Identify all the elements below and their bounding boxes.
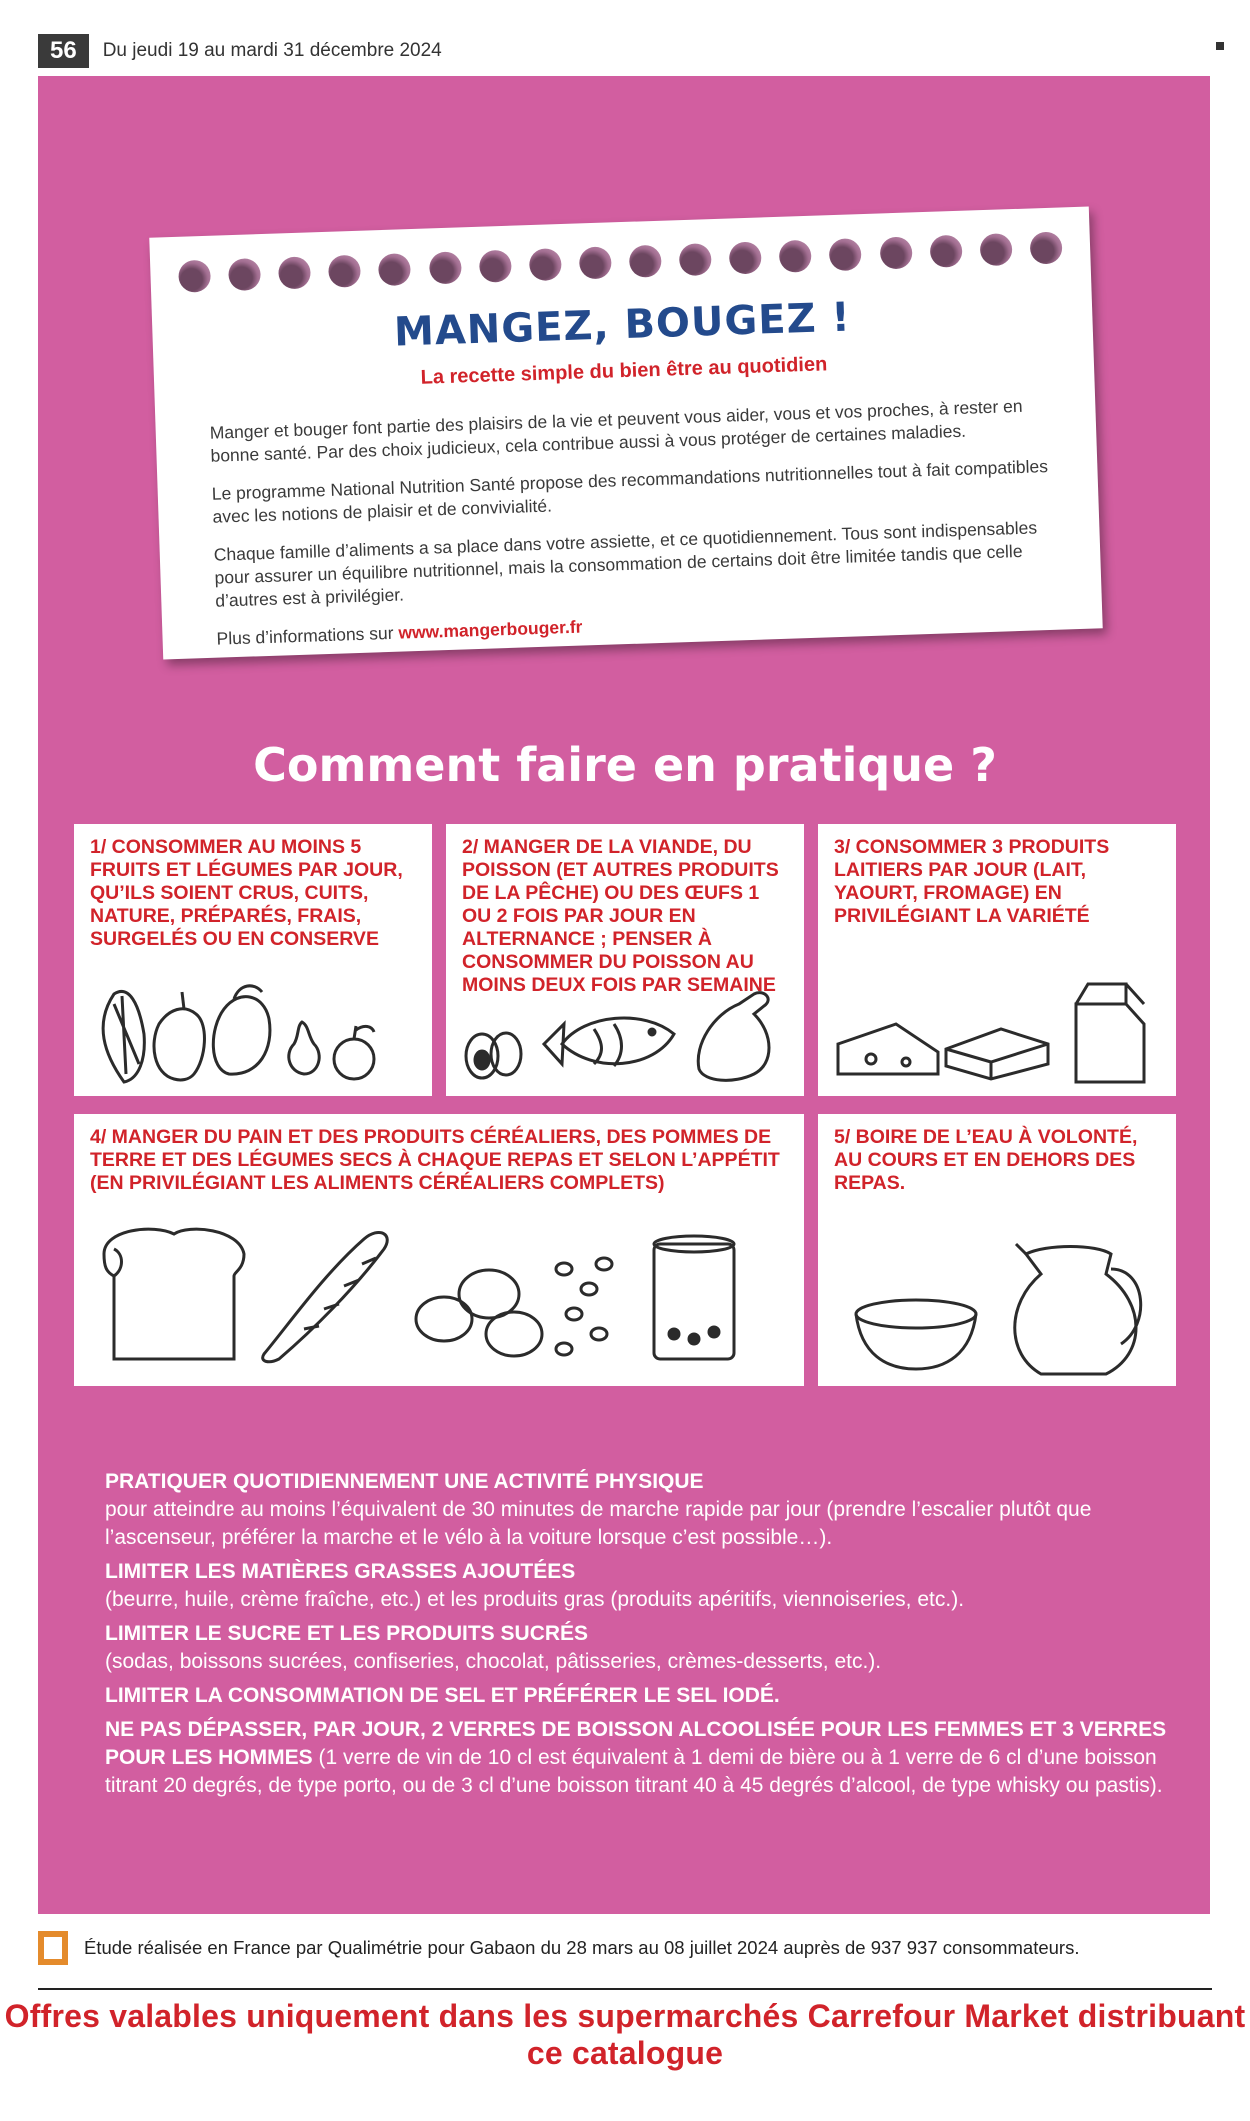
card-dairy bbox=[818, 824, 1176, 1096]
note-paragraph: Manger et bouger font partie des plaisirs de la vie et peuvent vous aider, vous et vos proches, à rester en bonne santé. Par des choix judicieux, cela contribue aussi à vous protéger de certaines maladies. bbox=[209, 395, 1023, 466]
tip-item bbox=[105, 1716, 1185, 1800]
tip-body: (1 verre de vin de 10 cl est équivalent à 1 demi de bière ou à 1 verre de 6 cl d’une boisson titrant 20 degrés, de type porto, ou de 3 cl d’une boisson titrant 40 à 45 degrés d’alcool, de type whisky ou pastis). bbox=[105, 1746, 1163, 1797]
notepad-holes bbox=[178, 231, 1063, 292]
hole-icon bbox=[579, 246, 612, 279]
date-range: Du jeudi 19 au mardi 31 décembre 2024 bbox=[102, 40, 442, 61]
hole-icon bbox=[529, 248, 562, 281]
hole-icon bbox=[1029, 231, 1062, 264]
study-note bbox=[38, 1930, 1080, 1966]
tip-body: (sodas, boissons sucrées, confiseries, chocolat, pâtisseries, crèmes-desserts, etc.). bbox=[105, 1650, 882, 1673]
note-subtitle: La recette simple du bien être au quotidien bbox=[420, 353, 828, 389]
more-info-label: Plus d’informations sur bbox=[216, 622, 394, 649]
mangerbouger-link[interactable]: www.mangerbouger.fr bbox=[398, 616, 583, 643]
note-title: MANGEZ, BOUGEZ ! bbox=[393, 294, 852, 356]
tip-body: (beurre, huile, crème fraîche, etc.) et les produits gras (produits apéritifs, viennoiseries, etc.). bbox=[105, 1588, 965, 1611]
tip-item bbox=[105, 1682, 1185, 1710]
section-title: Comment faire en pratique ? bbox=[253, 738, 997, 792]
tips-list bbox=[105, 1468, 1185, 1806]
hole-icon bbox=[729, 241, 762, 274]
hole-icon bbox=[378, 253, 411, 286]
tip-title: LIMITER LE SUCRE ET LES PRODUITS SUCRÉS bbox=[105, 1622, 589, 1645]
hole-icon bbox=[328, 255, 361, 288]
hole-icon bbox=[178, 260, 211, 293]
hole-icon bbox=[228, 258, 261, 291]
tip-body: pour atteindre au moins l’équivalent de 30 minutes de marche rapide par jour (prendre l’escalier plutôt que l’ascenseur, préférer la marche et le vélo à la voiture lorsque c’est possible…). bbox=[105, 1498, 1092, 1549]
tip-title: LIMITER LA CONSOMMATION DE SEL ET PRÉFÉRER LE SEL IODÉ. bbox=[105, 1684, 780, 1707]
hole-icon bbox=[929, 235, 962, 268]
card-text: 2/ MANGER DE LA VIANDE, DU POISSON (ET AUTRES PRODUITS DE LA PÊCHE) OU DES ŒUFS 1 OU 2 FOIS PAR JOUR EN ALTERNANCE ; PENSER À CONSOMMER DU POISSON AU MOINS DEUX FOIS PAR SEMAINE bbox=[462, 836, 779, 996]
vegetables-icon bbox=[84, 964, 424, 1089]
tip-item bbox=[105, 1468, 1185, 1552]
card-fruits-vegetables bbox=[74, 824, 432, 1096]
fish-meat-eggs-icon bbox=[454, 974, 799, 1089]
hole-icon bbox=[979, 233, 1012, 266]
offers-disclaimer: Offres valables uniquement dans les supermarchés Carrefour Market distribuant ce catalogue bbox=[4, 1998, 1246, 2071]
note-body bbox=[209, 394, 1063, 666]
tip-title: LIMITER LES MATIÈRES GRASSES AJOUTÉES bbox=[105, 1560, 576, 1583]
note-paragraph: Chaque famille d’aliments a sa place dans votre assiette, et ce quotidiennement. Tous sont indispensables pour assurer un équilibre nutritionnel, mais la consommation de certains doit être limitée tandis que celle d’autres est à privilégier. bbox=[213, 517, 1038, 611]
dairy-icon bbox=[826, 954, 1171, 1089]
notepad-card bbox=[149, 207, 1102, 660]
tip-title: NE PAS DÉPASSER, PAR JOUR, 2 VERRES DE BOISSON ALCOOLISÉE POUR LES FEMMES ET 3 VERRES POUR LES HOMMES bbox=[105, 1718, 1167, 1769]
hole-icon bbox=[779, 240, 812, 273]
card-water bbox=[818, 1114, 1176, 1386]
hole-icon bbox=[428, 251, 461, 284]
hole-icon bbox=[679, 243, 712, 276]
card-text: 5/ BOIRE DE L’EAU À VOLONTÉ, AU COURS ET EN DEHORS DES REPAS. bbox=[834, 1126, 1138, 1194]
note-paragraph: Le programme National Nutrition Santé propose des recommandations nutritionnelles tout à fait compatibles avec les notions de plaisir et de convivialité. bbox=[211, 456, 1049, 527]
bread-potatoes-legumes-icon bbox=[94, 1214, 794, 1374]
divider bbox=[38, 1988, 1212, 1990]
tip-item bbox=[105, 1620, 1185, 1676]
bowl-jug-icon bbox=[826, 1214, 1171, 1379]
card-bread-cereals bbox=[74, 1114, 804, 1386]
hole-icon bbox=[479, 250, 512, 283]
tip-item bbox=[105, 1558, 1185, 1614]
study-text: Étude réalisée en France par Qualimétrie pour Gabaon du 28 mars au 08 juillet 2024 auprès de 937 937 consommateurs. bbox=[84, 1937, 1080, 1958]
tip-title: PRATIQUER QUOTIDIENNEMENT UNE ACTIVITÉ PHYSIQUE bbox=[105, 1470, 704, 1493]
card-meat-fish-eggs bbox=[446, 824, 804, 1096]
page-number: 56 bbox=[38, 34, 89, 68]
card-text: 3/ CONSOMMER 3 PRODUITS LAITIERS PAR JOUR (LAIT, YAOURT, FROMAGE) EN PRIVILÉGIANT LA VARIÉTÉ bbox=[834, 836, 1110, 927]
hole-icon bbox=[829, 238, 862, 271]
card-text: 1/ CONSOMMER AU MOINS 5 FRUITS ET LÉGUMES PAR JOUR, QU’ILS SOIENT CRUS, CUITS, NATURE, PRÉPARÉS, FRAIS, SURGELÉS OU EN CONSERVE bbox=[90, 836, 403, 950]
hole-icon bbox=[629, 245, 662, 278]
page-header bbox=[38, 34, 442, 68]
corner-mark bbox=[1216, 42, 1224, 50]
hole-icon bbox=[278, 256, 311, 289]
hole-icon bbox=[879, 236, 912, 269]
card-text: 4/ MANGER DU PAIN ET DES PRODUITS CÉRÉALIERS, DES POMMES DE TERRE ET DES LÉGUMES SECS À CHAQUE REPAS ET SELON L’APPÉTIT (EN PRIVILÉGIANT LES ALIMENTS CÉRÉALIERS COMPLETS) bbox=[90, 1126, 780, 1194]
study-icon bbox=[38, 1931, 68, 1965]
